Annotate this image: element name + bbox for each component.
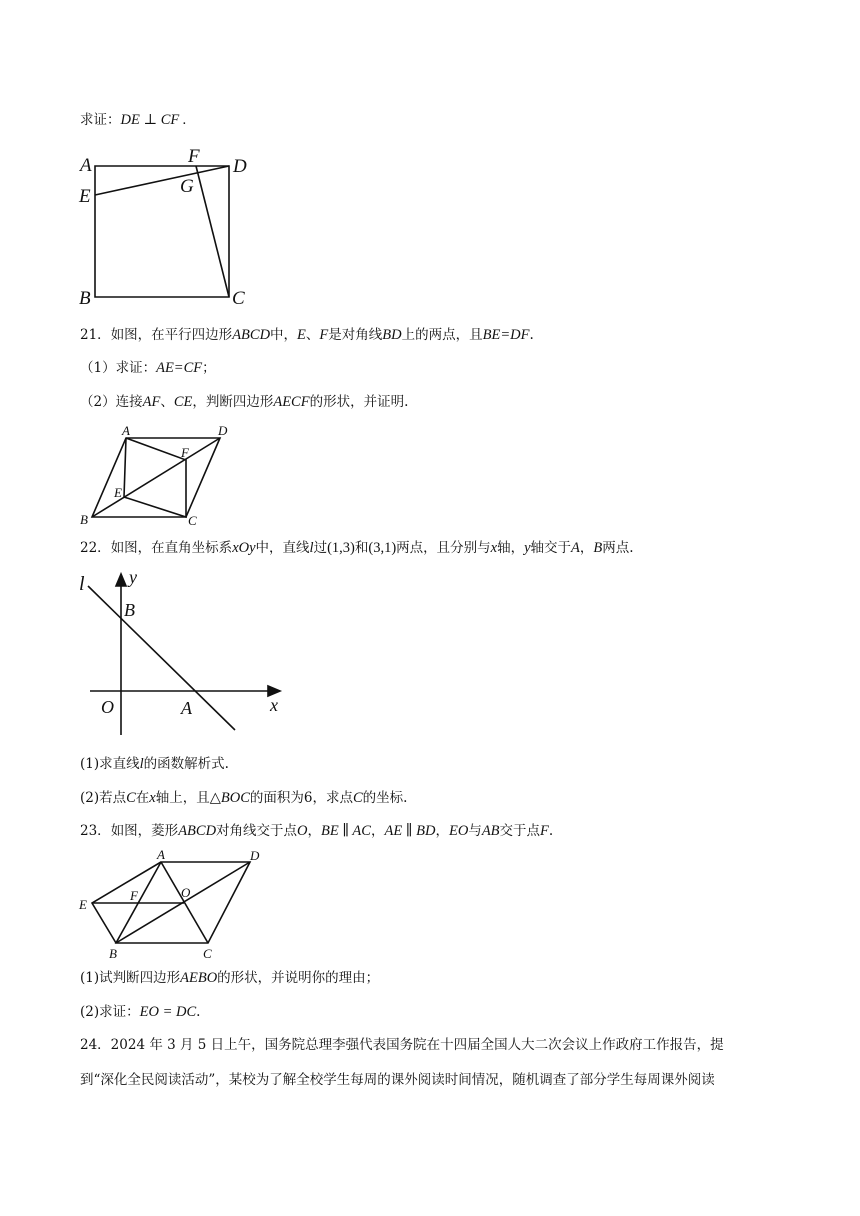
q20-label-e: E [79, 186, 91, 207]
q22-label-x: x [270, 695, 278, 715]
q22-label-l: l [79, 573, 85, 595]
q20-label-a: A [80, 155, 92, 176]
q21-label-c: C [188, 513, 197, 528]
q24-line-2: 到“深化全民阅读活动”，某校为了解全校学生每周的课外阅读时间情况，随机调查了部分学生每周课外阅读 [80, 1072, 715, 1088]
q23-stem: 23．如图，菱形ABCD对角线交于点O，BE ∥ AC，AE ∥ BD，EO与AB交于点F. [80, 823, 554, 839]
q21-label-f: F [181, 445, 189, 460]
q23-label-c: C [203, 946, 212, 961]
q23-label-b: B [109, 946, 117, 961]
q20-prove-expr: DE ⊥ CF . [120, 112, 187, 128]
q22-label-a: A [181, 698, 192, 718]
q21-part-1: （1）求证：AE=CF； [80, 360, 216, 376]
q23-label-f: F [130, 888, 138, 903]
q23-label-d: D [250, 848, 260, 863]
q22-label-o: O [101, 697, 114, 717]
q20-prove-line: 求证：DE ⊥ CF . [80, 112, 187, 128]
q21-label-e: E [114, 485, 122, 500]
q23-label-o: O [181, 885, 191, 900]
q22-label-b: B [124, 600, 135, 620]
q20-label-f: F [188, 146, 200, 167]
q24-line-1: 24．2024 年 3 月 5 日上午，国务院总理李强代表国务院在十四届全国人大二次会议上作政府工作报告，提 [80, 1037, 724, 1053]
q20-label-c: C [232, 288, 245, 309]
q23-sub-2: (2)求证：EO = DC. [80, 1004, 201, 1020]
q23-sub-1: (1)试判断四边形AEBO的形状，并说明你的理由； [80, 970, 380, 986]
q22-sub-1: (1)求直线l的函数解析式. [80, 756, 229, 772]
q22-label-y: y [129, 567, 137, 587]
q20-label-b: B [79, 288, 91, 309]
q21-label-d: D [218, 423, 228, 438]
q23-label-a: A [157, 847, 165, 862]
q22-stem: 22．如图，在直角坐标系xOy中，直线l过(1,3)和(3,1)两点，且分别与x轴，y轴交于A，B两点. [80, 540, 634, 556]
q21-part-2: （2）连接AF、CE，判断四边形AECF的形状，并证明. [80, 394, 409, 410]
q21-label-b: B [80, 512, 88, 527]
q21-label-a: A [122, 423, 130, 438]
q21-stem: 21．如图，在平行四边形ABCD中，E、F是对角线BD上的两点，且BE=DF. [80, 327, 534, 343]
q23-label-e: E [79, 897, 87, 912]
q20-label-g: G [180, 176, 194, 197]
q22-sub-2: (2)若点C在x轴上，且△BOC的面积为6，求点C的坐标. [80, 790, 408, 806]
q20-label-d: D [233, 156, 247, 177]
